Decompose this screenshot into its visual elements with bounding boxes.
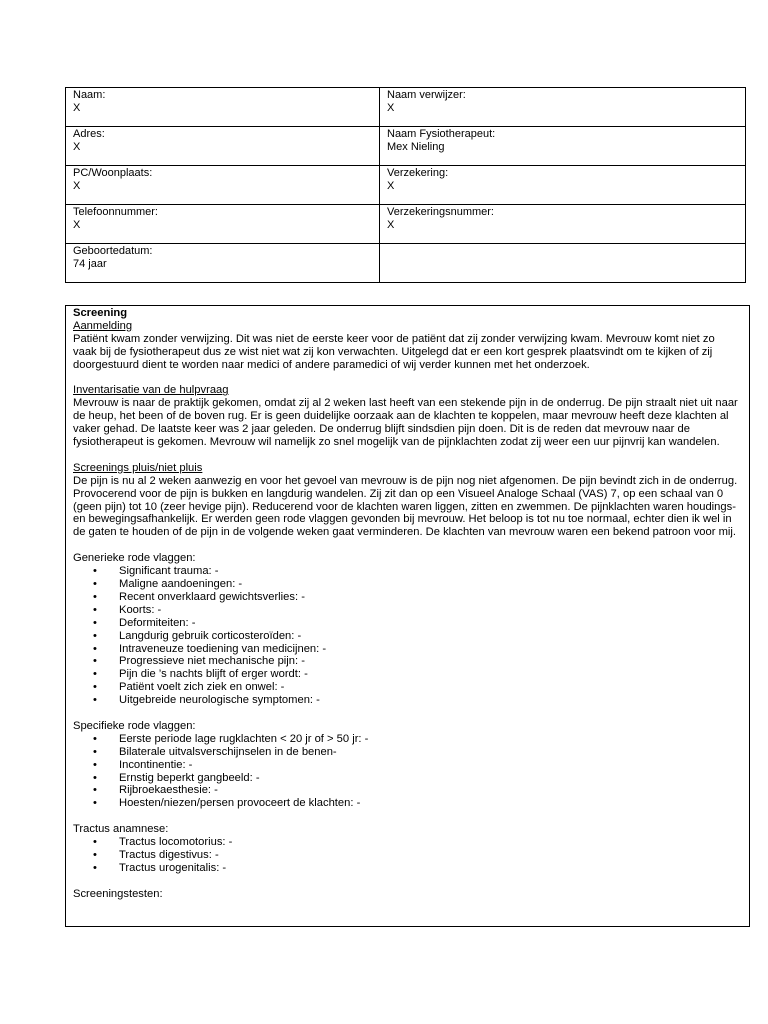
referrer-cell: [380, 88, 746, 127]
specifieke-list: [73, 733, 741, 810]
spacer: [73, 810, 741, 823]
field-value: X: [73, 180, 81, 192]
spacer: [73, 539, 741, 552]
address-cell: [66, 127, 380, 166]
screening-title: Screening: [73, 307, 128, 319]
list-item: • Deformiteiten: -: [73, 617, 741, 630]
field-label: Geboortedatum:: [73, 245, 153, 257]
spacer: [73, 449, 741, 462]
table-row: [66, 244, 746, 283]
patient-info-table: [65, 87, 746, 283]
field-value: X: [73, 102, 81, 114]
aanmelding-text: Patiënt kwam zonder verwijzing. Dit was niet de eerste keer voor de patiënt dat zij zonder verwijzing kwam. Mevrouw komt niet zo vaak bij de fysiotherapeut dus ze wist niet wat zij kon verwachten. Uitgelegd dat er een kort gesprek plaatsvindt om te kijken of zij doorgestuurd dient te worden naar medici of andere paramedici of wij verder kunnen met het onderzoek.: [73, 332, 715, 371]
field-label: PC/Woonplaats:: [73, 167, 153, 179]
field-value: 74 jaar: [73, 258, 107, 270]
field-value: X: [73, 219, 81, 231]
name-cell: [66, 88, 380, 127]
generieke-list: [73, 565, 741, 707]
postcode-city-cell: [66, 166, 380, 205]
insurance-number-cell: [380, 205, 746, 244]
field-value: X: [387, 102, 395, 114]
insurance-cell: [380, 166, 746, 205]
spacer: [73, 372, 741, 385]
generieke-heading: Generieke rode vlaggen:: [73, 552, 196, 565]
field-value: X: [387, 219, 395, 231]
list-item: • Ernstig beperkt gangbeeld: -: [73, 772, 741, 785]
list-item: • Pijn die ’s nachts blijft of erger wordt: -: [73, 668, 741, 681]
field-label: Verzekeringsnummer:: [387, 206, 494, 218]
physiotherapist-cell: [380, 127, 746, 166]
specifieke-heading: Specifieke rode vlaggen:: [73, 719, 196, 732]
list-item: • Rijbroekaesthesie: -: [73, 784, 741, 797]
field-value: Mex Nieling: [387, 141, 445, 153]
list-item: • Tractus urogenitalis: -: [73, 862, 741, 875]
list-item: • Langdurig gebruik corticosteroïden: -: [73, 630, 741, 643]
list-item: • Patiënt voelt zich ziek en onwel: -: [73, 681, 741, 694]
birthdate-cell: [66, 244, 380, 283]
field-value: X: [387, 180, 395, 192]
table-row: [66, 127, 746, 166]
screening-section: [65, 305, 750, 927]
screeningstesten-heading: Screeningstesten:: [73, 887, 163, 900]
pluis-text: De pijn is nu al 2 weken aanwezig en voor het gevoel van mevrouw is de pijn nog niet afgenomen. De pijn bevindt zich in de onderrug. Provocerend voor de pijn is bukken en langdurig wandelen. Zij zit dan op een Visueel Analoge Schaal (VAS) 7, op een schaal van 0 (geen pijn) tot 10 (zeer hevige pijn). Reducerend voor de klachten waren liggen, zitten en zwemmen. De pijnklachten waren houdings- en bewegingsafhankelijk. Er werden geen rode vlaggen gevonden bij mevrouw. Het beloop is tot nu toe normaal, echter dien ik wel in de gaten te houden of de pijn in de volgende weken gaat verminderen. De klachten van mevrouw waren een bekend patroon voor mij.: [73, 474, 738, 539]
tractus-list: [73, 836, 741, 875]
list-item: • Eerste periode lage rugklachten < 20 jr of > 50 jr: -: [73, 733, 741, 746]
field-label: Adres:: [73, 128, 105, 140]
field-label: Verzekering:: [387, 167, 449, 179]
list-item: • Hoesten/niezen/persen provoceert de klachten: -: [73, 797, 741, 810]
field-value: X: [73, 141, 81, 153]
spacer: [73, 707, 741, 720]
list-item: • Maligne aandoeningen: -: [73, 578, 741, 591]
table-row: [66, 205, 746, 244]
aanmelding-heading: Aanmelding: [73, 319, 133, 332]
empty-cell: [380, 244, 746, 283]
list-item: • Progressieve niet mechanische pijn: -: [73, 655, 741, 668]
field-label: Naam verwijzer:: [387, 89, 466, 101]
list-item: • Significant trauma: -: [73, 565, 741, 578]
list-item: • Incontinentie: -: [73, 759, 741, 772]
table-row: [66, 166, 746, 205]
inventarisatie-text: Mevrouw is naar de praktijk gekomen, omdat zij al 2 weken last heeft van een stekende pijn in de onderrug. De pijn straalt niet uit naar de heup, het been of de boven rug. Er is geen duidelijke oorzaak aan de klachten te koppelen, maar mevrouw heeft deze klachten al vaker gehad. De laatste keer was 2 jaar geleden. De onderrug blijft sindsdien pijn doen. Dit is de reden dat mevrouw naar de fysiotherapeut is gekomen. Mevrouw wil namelijk zo snel mogelijk van de pijnklachten zodat zij weer een uur pijnvrij kan wandelen.: [73, 397, 738, 449]
field-label: Telefoonnummer:: [73, 206, 158, 218]
field-label: Naam Fysiotherapeut:: [387, 128, 496, 140]
spacer: [73, 875, 741, 888]
list-item: • Bilaterale uitvalsverschijnselen in de benen-: [73, 746, 741, 759]
phone-cell: [66, 205, 380, 244]
pluis-heading: Screenings pluis/niet pluis: [73, 461, 203, 474]
list-item: • Uitgebreide neurologische symptomen: -: [73, 694, 741, 707]
tractus-heading: Tractus anamnese:: [73, 823, 169, 836]
list-item: • Koorts: -: [73, 604, 741, 617]
table-row: [66, 88, 746, 127]
list-item: • Tractus locomotorius: -: [73, 836, 741, 849]
field-label: Naam:: [73, 89, 106, 101]
list-item: • Recent onverklaard gewichtsverlies: -: [73, 591, 741, 604]
inventarisatie-heading: Inventarisatie van de hulpvraag: [73, 384, 229, 397]
list-item: • Tractus digestivus: -: [73, 849, 741, 862]
list-item: • Intraveneuze toediening van medicijnen: -: [73, 643, 741, 656]
